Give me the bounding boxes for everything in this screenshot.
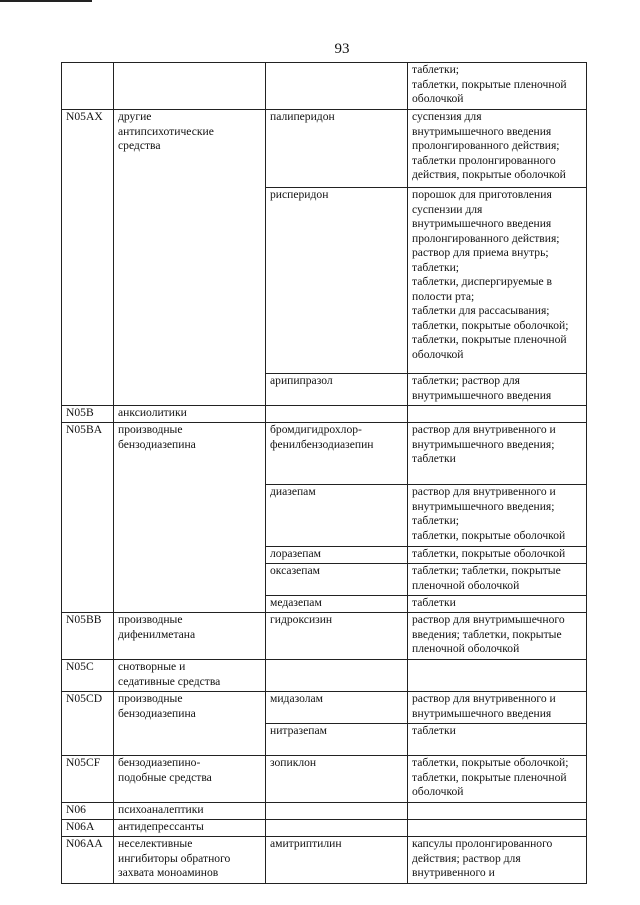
dosage-form-cell [408,803,587,820]
drug-name-cell [266,406,408,423]
group-name-cell-line: захвата моноаминов [118,866,219,879]
drug-name-cell [266,820,408,837]
drug-table [61,62,587,884]
dosage-form-cell [408,596,587,613]
dosage-form-cell [408,837,587,884]
drug-name-cell-line: амитриптилин [270,837,342,850]
group-name-cell [114,660,266,692]
group-name-cell-line: антипсихотические [118,124,214,138]
drug-name-cell-line: зопиклон [270,756,317,769]
dosage-form-cell-line: внутримышечного введения; [412,499,555,513]
drug-name-cell [266,63,408,110]
drug-name-cell [266,423,408,485]
drug-name-cell [266,564,408,596]
dosage-form-cell [408,660,587,692]
atc-code-cell: N06AA [62,837,114,884]
drug-name-cell-line: палиперидон [270,110,335,123]
table-row [62,820,587,837]
dosage-form-cell [408,564,587,596]
drug-name-cell [266,110,408,188]
group-name-cell [114,613,266,660]
atc-code-cell: N05BB [62,613,114,660]
dosage-form-cell [408,374,587,406]
dosage-form-cell-line: суспензия для [412,110,482,123]
drug-name-cell-line: мидазолам [270,692,324,705]
dosage-form-cell-line: таблетки; раствор для [412,374,520,387]
drug-name-cell [266,692,408,724]
table-row [62,756,587,803]
dosage-form-cell-line: таблетки, покрытые пленочной [412,333,567,346]
group-name-cell [114,803,266,820]
drug-name-cell [266,613,408,660]
dosage-form-cell [408,820,587,837]
drug-name-cell [266,547,408,564]
dosage-form-cell [408,406,587,423]
dosage-form-cell-line: раствор для внутривенного и [412,692,556,705]
drug-name-cell [266,374,408,406]
table-row [62,406,587,423]
dosage-form-cell-line: таблетки [412,724,456,737]
atc-code-cell: N05BA [62,423,114,613]
drug-table-body [62,63,587,884]
atc-code-cell [62,63,114,110]
dosage-form-cell [408,613,587,660]
dosage-form-cell [408,692,587,724]
dosage-form-cell-line: таблетки; [412,260,460,274]
dosage-form-cell-line: капсулы пролонгированного [412,837,553,850]
drug-name-cell [266,596,408,613]
dosage-form-cell-line: раствор для внутримышечного [412,613,565,626]
group-name-cell [114,423,266,613]
drug-name-cell-line: арипипразол [270,374,333,387]
group-name-cell-line: анксиолитики [118,406,187,419]
dosage-form-cell-line: таблетки; [412,514,460,527]
group-name-cell-line: бензодиазепино- [118,756,201,769]
table-row [62,613,587,660]
group-name-cell-line: бензодиазепина [118,706,196,720]
dosage-form-cell-line: действия, покрытые оболочкой [412,168,566,181]
drug-name-cell [266,188,408,374]
dosage-form-cell-line: таблетки, покрытые пленочной [412,770,567,784]
dosage-form-cell-line: таблетки, покрытые оболочкой; [412,318,569,332]
group-name-cell-line: антидепрессанты [118,820,204,833]
dosage-form-cell-line: пленочной оболочкой [412,642,520,655]
dosage-form-cell-line: оболочкой [412,92,464,105]
group-name-cell-line: неселективные [118,837,193,850]
dosage-form-cell [408,724,587,756]
dosage-form-cell-line: действия; раствор для [412,851,521,865]
group-name-cell-line: дифенилметана [118,627,196,641]
atc-code-cell: N05C [62,660,114,692]
table-row [62,423,587,485]
dosage-form-cell [408,63,587,110]
dosage-form-cell-line: таблетки, диспергируемые в [412,275,553,288]
group-name-cell [114,406,266,423]
group-name-cell-line: снотворные и [118,660,186,673]
dosage-form-cell-line: внутримышечного введения [412,706,552,720]
drug-name-cell [266,756,408,803]
group-name-cell-line: седативные средства [118,674,221,688]
atc-code-cell: N05CD [62,692,114,756]
atc-code-cell: N05CF [62,756,114,803]
dosage-form-cell [408,188,587,374]
drug-name-cell-line: диазепам [270,485,316,498]
group-name-cell-line: средства [118,139,161,152]
table-row [62,660,587,692]
dosage-form-cell-line: таблетки [412,596,456,609]
dosage-form-cell-line: раствор для приема внутрь; [412,246,549,259]
dosage-form-cell-line: таблетки, покрытые оболочкой [412,547,566,560]
atc-code-cell: N06A [62,820,114,837]
dosage-form-cell [408,756,587,803]
group-name-cell-line: психоаналептики [118,803,204,816]
dosage-form-cell-line: введения; таблетки, покрытые [412,627,562,641]
group-name-cell-line: производные [118,613,183,626]
dosage-form-cell-line: внутримышечного введения [412,217,552,230]
drug-name-cell-line: лоразепам [270,547,321,560]
table-row [62,803,587,820]
dosage-form-cell-line: оболочкой [412,785,464,798]
group-name-cell-line: производные [118,692,183,705]
dosage-form-cell-line: пролонгированного действия; [412,231,560,245]
table-row [62,837,587,884]
drug-name-cell [266,803,408,820]
group-name-cell-line: подобные средства [118,770,212,784]
dosage-form-cell-line: таблетки [412,452,456,465]
dosage-form-cell-line: таблетки, покрытые оболочкой; [412,756,569,769]
page-number: 93 [334,41,350,57]
drug-name-cell-line: рисперидон [270,188,329,201]
dosage-form-cell-line: раствор для внутривенного и [412,423,556,436]
dosage-form-cell-line: таблетки пролонгированного [412,153,556,167]
dosage-form-cell-line: порошок для приготовления [412,188,552,201]
atc-code-cell: N05AX [62,110,114,406]
drug-name-cell-line: медазепам [270,596,322,609]
group-name-cell-line: производные [118,423,183,436]
group-name-cell-line: бензодиазепина [118,437,196,451]
dosage-form-cell-line: пленочной оболочкой [412,578,520,592]
dosage-form-cell-line: таблетки; [412,63,460,76]
drug-name-cell [266,660,408,692]
dosage-form-cell [408,423,587,485]
drug-name-cell [266,837,408,884]
group-name-cell [114,692,266,756]
dosage-form-cell-line: таблетки; таблетки, покрытые [412,564,561,577]
drug-name-cell-line: бромдигидрохлор- [270,423,362,436]
table-row [62,110,587,188]
group-name-cell-line: ингибиторы обратного [118,851,231,865]
dosage-form-cell-line: таблетки, покрытые пленочной [412,77,567,91]
dosage-form-cell-line: внутримышечного введения [412,124,552,138]
drug-name-cell-line: оксазепам [270,564,320,577]
dosage-form-cell-line: оболочкой [412,347,464,361]
drug-name-cell-line: фенилбензодиазепин [270,437,374,451]
group-name-cell [114,756,266,803]
drug-name-cell [266,485,408,547]
dosage-form-cell [408,547,587,564]
dosage-form-cell-line: таблетки для рассасывания; [412,304,550,317]
table-row [62,63,587,110]
dosage-form-cell [408,110,587,188]
atc-code-cell: N05B [62,406,114,423]
header-rule [0,0,92,2]
dosage-form-cell-line: таблетки, покрытые оболочкой [412,528,566,542]
dosage-form-cell-line: внутримышечного введения [412,388,552,402]
drug-name-cell [266,724,408,756]
dosage-form-cell-line: внутримышечного введения; [412,437,555,451]
drug-name-cell-line: нитразепам [270,724,327,737]
atc-code-cell: N06 [62,803,114,820]
drug-name-cell-line: гидроксизин [270,613,333,626]
table-row [62,692,587,724]
dosage-form-cell-line: внутривенного и [412,866,495,879]
dosage-form-cell-line: пролонгированного действия; [412,139,560,152]
group-name-cell [114,820,266,837]
dosage-form-cell-line: полости рта; [412,289,475,303]
dosage-form-cell-line: раствор для внутривенного и [412,485,556,498]
group-name-cell-line: другие [118,110,152,123]
group-name-cell [114,837,266,884]
dosage-form-cell [408,485,587,547]
group-name-cell [114,110,266,406]
dosage-form-cell-line: суспензии для [412,202,483,216]
group-name-cell [114,63,266,110]
